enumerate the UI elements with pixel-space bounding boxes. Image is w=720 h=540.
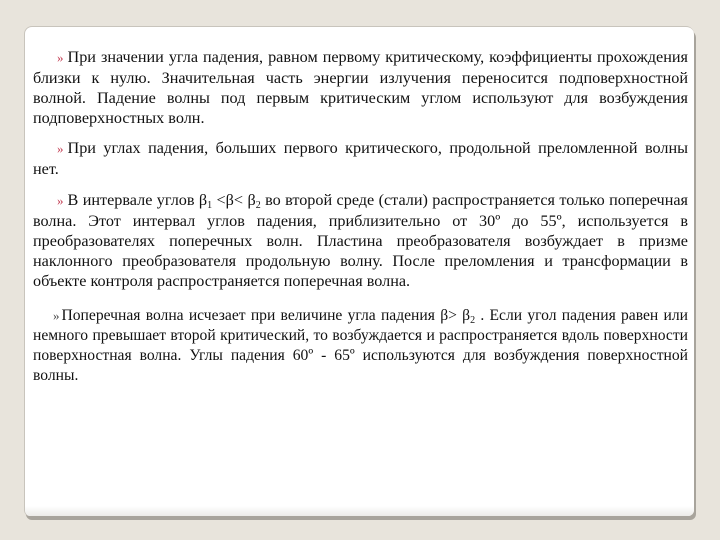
slide-content bbox=[33, 47, 688, 386]
paragraph-shear-wave-interval bbox=[33, 190, 688, 291]
bullet-icon: » bbox=[57, 50, 64, 65]
paragraph-text-after: . Если угол падения равен или немного превышает второй критический, то возбуждается и распространяется вдоль поверхности поверхностная волна. Углы падения 60º - 65º используются для возбуждения поверхностной волны. bbox=[33, 307, 688, 384]
inequality-text: β> β bbox=[440, 307, 471, 324]
paragraph-text-before: Поперечная волна исчезает при величине угла падения bbox=[61, 307, 441, 324]
paragraph-first-critical-angle bbox=[33, 47, 688, 128]
beta-symbol: β bbox=[247, 191, 256, 209]
beta-symbol: β bbox=[198, 191, 208, 209]
inequality-text: <β< bbox=[212, 191, 248, 209]
paragraph-beyond-first-critical bbox=[33, 138, 688, 179]
beta-subscript-2: 2 bbox=[255, 200, 261, 211]
slide-card bbox=[24, 26, 694, 516]
bullet-icon: » bbox=[57, 141, 64, 156]
bullet-icon: » bbox=[57, 193, 64, 208]
paragraph-text: При углах падения, больших первого критического, продольной преломленной волны нет. bbox=[33, 139, 688, 178]
beta-subscript-2: 2 bbox=[470, 315, 476, 326]
paragraph-surface-wave bbox=[33, 306, 688, 386]
beta-subscript-1: 1 bbox=[207, 200, 213, 211]
paragraph-text: При значении угла падения, равном первому критическому, коэффициенты прохождения близки к нулю. Значительная часть энергии излучения переносится подповерхностной волной. Падение волны под первым критическим углом используют для возбуждения подповерхностных волн. bbox=[33, 48, 688, 127]
bullet-icon: » bbox=[53, 308, 60, 323]
paragraph-text-after: во второй среде (стали) распространяется только поперечная волна. Этот интервал углов падения, приблизительно от 30º до 55º, используется в преобразователях поперечных волн. Пластина преобразователя возбуждает в призме наклонного преобразователя продольную волну. После преломления и трансформации в объекте контроля распространяется поперечная волна. bbox=[33, 191, 688, 290]
paragraph-text-before: В интервале углов bbox=[67, 191, 199, 209]
